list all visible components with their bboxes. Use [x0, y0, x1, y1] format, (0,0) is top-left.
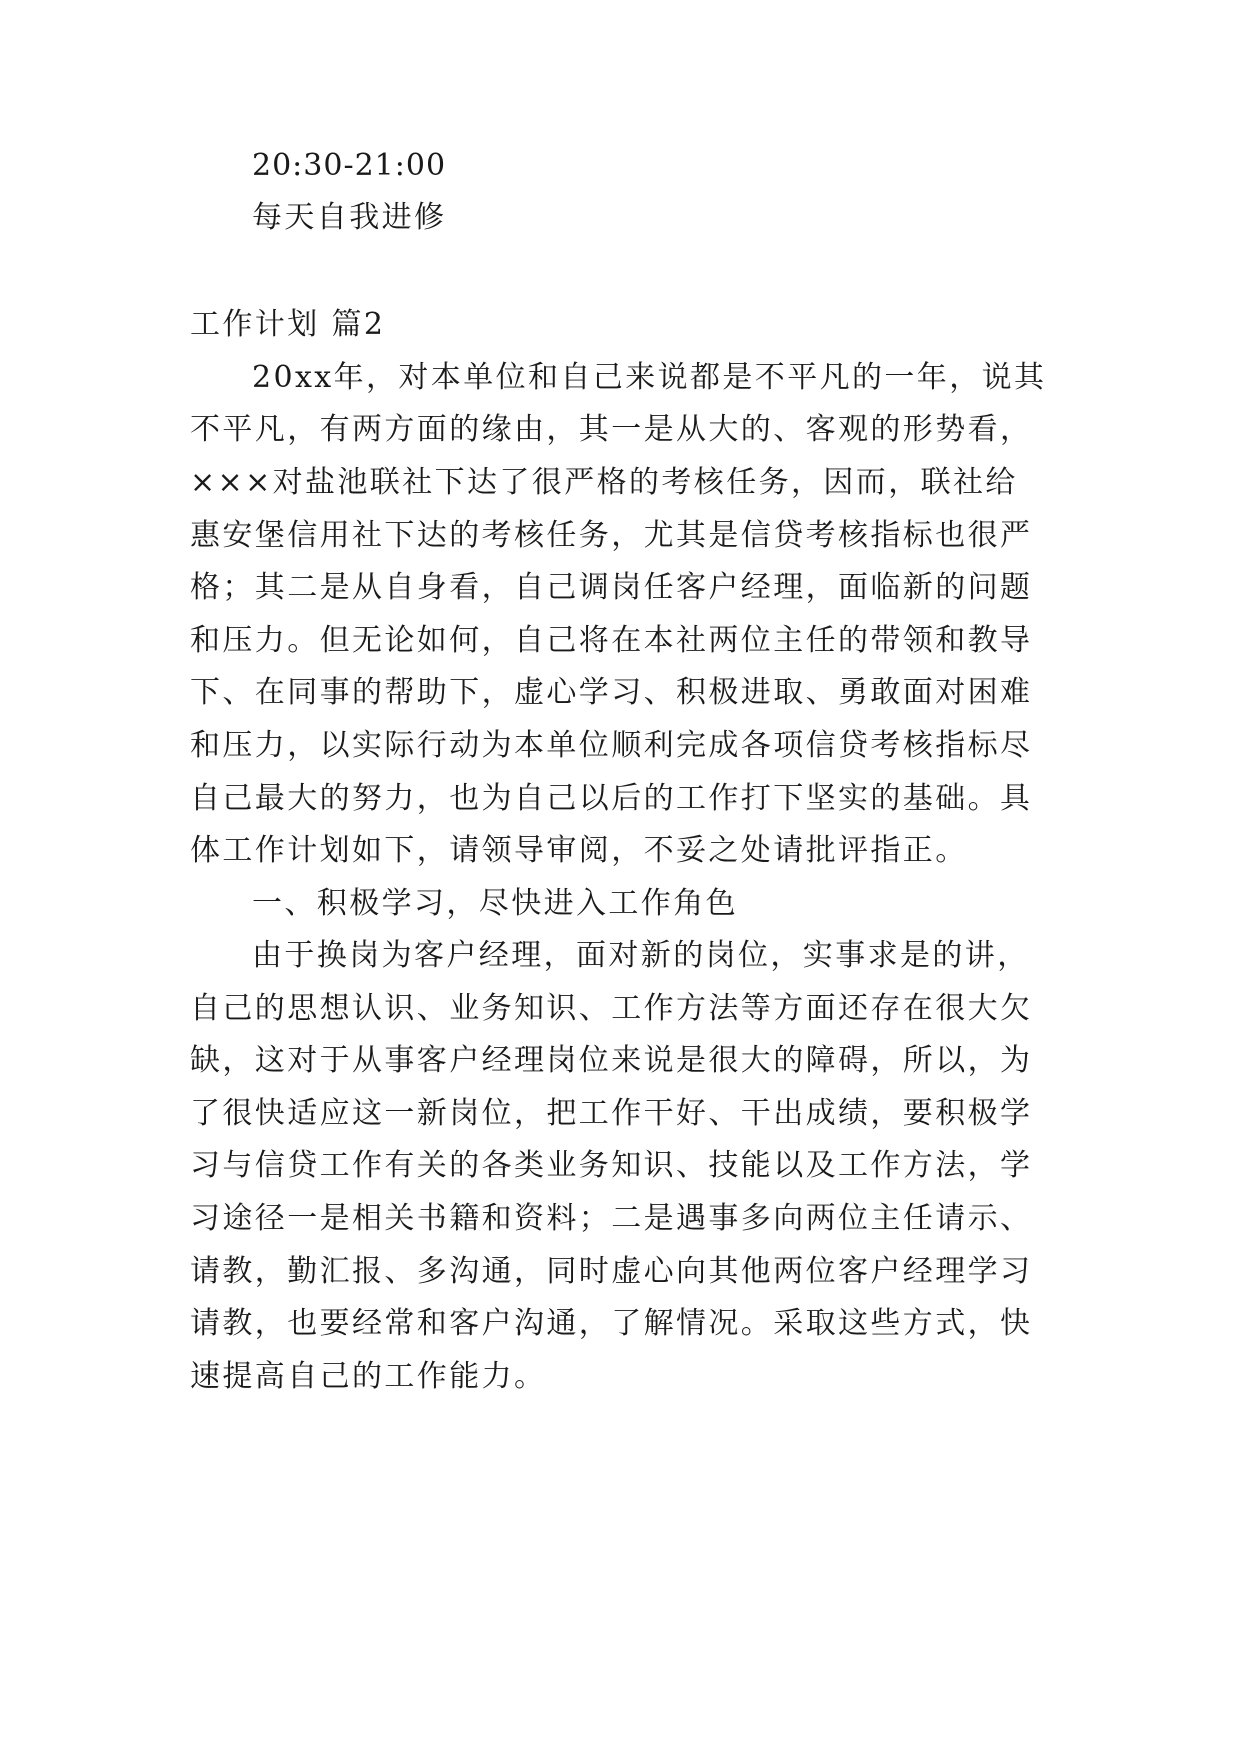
paragraph-line: 体工作计划如下，请领导审阅，不妥之处请批评指正。: [190, 833, 968, 868]
paragraph-line: 20xx年，对本单位和自己来说都是不平凡的一年，说其: [252, 360, 1047, 395]
paragraph-line: 习途径一是相关书籍和资料；二是遇事多向两位主任请示、: [190, 1201, 1033, 1236]
paragraph-line: 下、在同事的帮助下，虚心学习、积极进取、勇敢面对困难: [190, 675, 1033, 710]
section-heading: 工作计划 篇2: [190, 307, 386, 342]
paragraph-line: 请教，勤汇报、多沟通，同时虚心向其他两位客户经理学习: [190, 1254, 1033, 1289]
paragraph-line: 习与信贷工作有关的各类业务知识、技能以及工作方法，学: [190, 1148, 1033, 1183]
paragraph-line: 由于换岗为客户经理，面对新的岗位，实事求是的讲，: [252, 938, 1030, 973]
paragraph-line: 缺，这对于从事客户经理岗位来说是很大的障碍，所以，为: [190, 1043, 1033, 1078]
paragraph-line: 惠安堡信用社下达的考核任务，尤其是信贷考核指标也很严: [190, 518, 1033, 553]
paragraph-line: 和压力。但无论如何，自己将在本社两位主任的带领和教导: [190, 623, 1033, 658]
paragraph-line: ×××对盐池联社下达了很严格的考核任务，因而，联社给: [190, 465, 1018, 500]
schedule-time: 20:30-21:00: [252, 148, 447, 183]
subheading-1: 一、积极学习，尽快进入工作角色: [252, 886, 738, 921]
paragraph-line: 速提高自己的工作能力。: [190, 1359, 547, 1394]
paragraph-line: 了很快适应这一新岗位，把工作干好、干出成绩，要积极学: [190, 1096, 1033, 1131]
paragraph-line: 格；其二是从自身看，自己调岗任客户经理，面临新的问题: [190, 570, 1033, 605]
paragraph-line: 请教，也要经常和客户沟通，了解情况。采取这些方式，快: [190, 1306, 1033, 1341]
paragraph-line: 不平凡，有两方面的缘由，其一是从大的、客观的形势看，: [190, 412, 1033, 447]
schedule-activity: 每天自我进修: [252, 200, 447, 235]
paragraph-line: 和压力，以实际行动为本单位顺利完成各项信贷考核指标尽: [190, 728, 1033, 763]
paragraph-line: 自己最大的努力，也为自己以后的工作打下坚实的基础。具: [190, 781, 1033, 816]
paragraph-line: 自己的思想认识、业务知识、工作方法等方面还存在很大欠: [190, 991, 1033, 1026]
